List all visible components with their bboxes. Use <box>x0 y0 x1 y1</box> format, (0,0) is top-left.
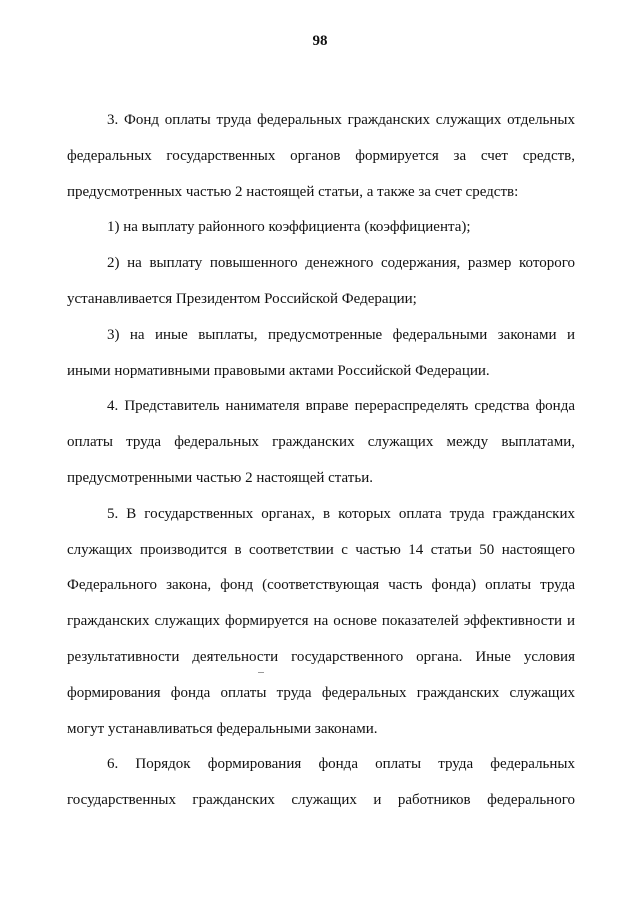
paragraph-3-item-2: 2) на выплату повышенного денежного содержания, размер которого устанавливается Президентом Российской Федерации; <box>67 255 575 307</box>
paragraph-5: 5. В государственных органах, в которых оплата труда гражданских служащих производится в соответствии с частью 14 статьи 50 настоящего Федерального закона, фонд (соответствующая часть фонда) оплаты труда гражданских служащих формируется на основе показателей эффективности и результативности деятельности государственного органа. Иные условия формирования фонда оплаты труда федеральных гражданских служащих могут устанавливаться федеральными законами. <box>67 505 575 737</box>
scan-speck <box>258 672 264 673</box>
body-text <box>67 103 575 819</box>
paragraph-4: 4. Представитель нанимателя вправе перераспределять средства фонда оплаты труда федеральных гражданских служащих между выплатами, предусмотренными частью 2 настоящей статьи. <box>67 398 575 486</box>
paragraph-3-item-1: 1) на выплату районного коэффициента (коэффициента); <box>107 219 471 236</box>
paragraph-6: 6. Порядок формирования фонда оплаты труда федеральных государственных гражданских служащих и работников федерального <box>67 756 575 809</box>
paragraph-3: 3. Фонд оплаты труда федеральных гражданских служащих отдельных федеральных государственных органов формируется за счет средств, предусмотренных частью 2 настоящей статьи, а также за счет средств: <box>67 112 575 200</box>
page-number: 98 <box>312 33 328 49</box>
paragraph-3-item-3: 3) на иные выплаты, предусмотренные федеральными законами и иными нормативными правовыми актами Российской Федерации. <box>67 326 575 379</box>
